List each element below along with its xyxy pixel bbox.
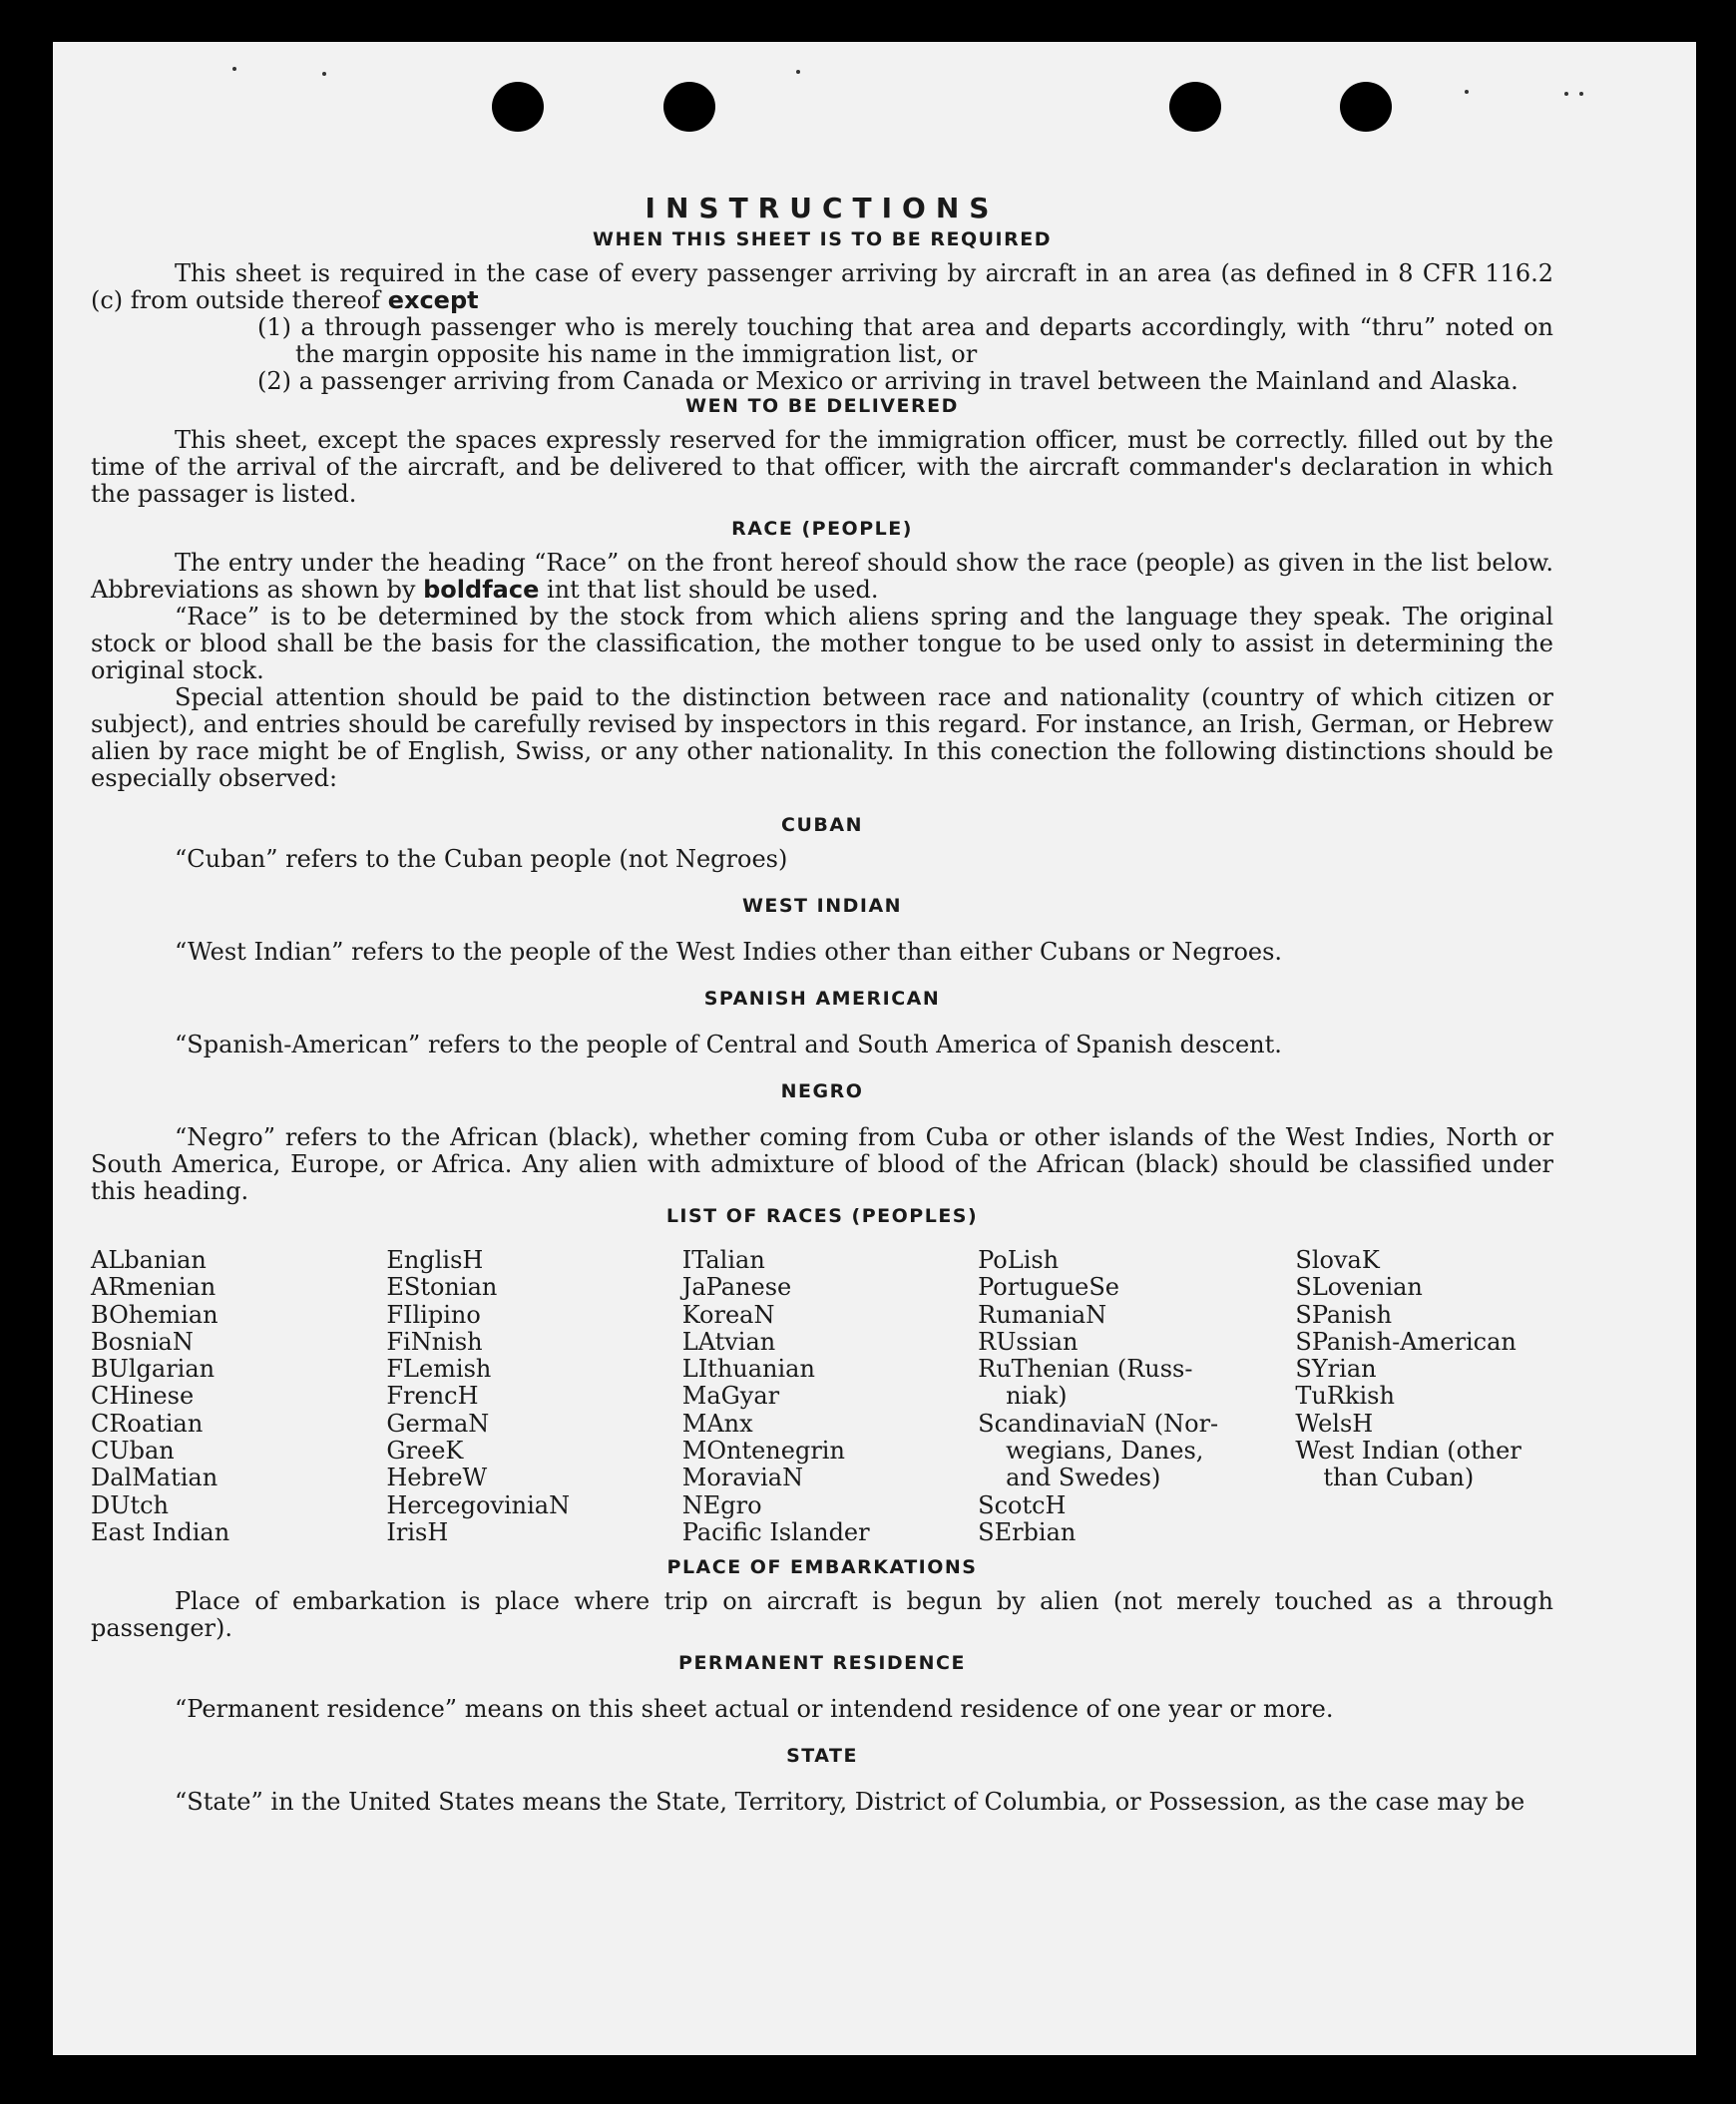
race-item: KoreaN [681, 1300, 775, 1329]
race-item: ScandinaviaN (Nor- [978, 1409, 1219, 1438]
embarkation-text: Place of embarkation is place where trip on aircraft is begun by alien (not merely touched as a through passenger). [91, 1587, 1553, 1643]
race-item: FiNnish [386, 1327, 483, 1356]
speck [1465, 90, 1469, 94]
races-column-5 [1295, 1247, 1553, 1546]
race-text-a: The entry under the heading “Race” on the front hereof should show the race (people) as given in the list below. Abbreviations as shown by [91, 549, 1553, 604]
race-item: SErbian [978, 1517, 1077, 1546]
race-item: SlovaK [1295, 1246, 1380, 1274]
race-item: MAnx [681, 1409, 753, 1438]
race-item: GermaN [386, 1409, 490, 1438]
races-column-3 [682, 1247, 978, 1546]
race-item: BOhemian [91, 1300, 218, 1329]
state-text: “State” in the United States means the State, Territory, District of Columbia, or Possession, as the case may be [175, 1788, 1525, 1817]
race-item: ALbanian [91, 1246, 207, 1274]
race-item: NEgro [681, 1490, 762, 1519]
race-item: CUban [91, 1437, 175, 1466]
race-item: BUlgarian [91, 1355, 216, 1384]
required-except: except [387, 286, 479, 314]
race-item-continuation: wegians, Danes, [1006, 1437, 1204, 1466]
heading-delivered: WEN TO BE DELIVERED [685, 395, 959, 417]
race-paragraph-2: “Race” is to be determined by the stock from which aliens spring and the language they speak. The original stock or blood shall be the basis for the classification, the mother tongue to be used only to assist in determining the original stock. [91, 603, 1553, 684]
race-item: FIlipino [386, 1300, 481, 1329]
race-item: DalMatian [91, 1464, 218, 1492]
speck [232, 67, 236, 71]
race-item: SYrian [1295, 1355, 1377, 1384]
race-item: RumaniaN [978, 1300, 1107, 1329]
race-item: RuThenian (Russ- [978, 1355, 1193, 1384]
heading-cuban: CUBAN [781, 814, 863, 836]
delivered-text: This sheet, except the spaces expressly reserved for the immigration officer, must be correctly. filled out by the time of the arrival of the aircraft, and be delivered to that officer, with the aircraft commander's declaration in which the passager is listed. [91, 426, 1553, 508]
cuban-text: “Cuban” refers to the Cuban people (not Negroes) [175, 845, 788, 873]
heading-state: STATE [786, 1745, 858, 1768]
required-paragraph [91, 260, 1553, 314]
race-item: East Indian [91, 1517, 230, 1546]
race-item: DUtch [91, 1490, 170, 1519]
heading-west-indian: WEST INDIAN [741, 895, 903, 917]
race-item: EnglisH [386, 1246, 484, 1274]
punch-hole [663, 82, 715, 132]
punch-hole [1340, 82, 1392, 132]
race-item: LAtvian [681, 1327, 776, 1356]
speck [1564, 92, 1568, 96]
race-paragraph-3: Special attention should be paid to the distinction between race and nationality (country of which citizen or subject), and entries should be carefully revised by inspectors in this regard. For instance, an Irish, German, or Hebrew alien by race might be of English, Swiss, or any other nationality. In this conection the following distinctions should be especially observed: [91, 683, 1553, 792]
race-item: SLovenian [1295, 1273, 1423, 1302]
race-item: MOntenegrin [681, 1437, 845, 1466]
race-item: WelsH [1295, 1409, 1374, 1438]
race-item: SPanish [1295, 1300, 1393, 1329]
permanent-residence-text: “Permanent residence” means on this sheet actual or intendend residence of one year or more. [175, 1695, 1334, 1724]
race-item: GreeK [386, 1437, 464, 1466]
exceptions-list [91, 314, 1553, 395]
document-sheet [53, 42, 1696, 2055]
race-item: LIthuanian [681, 1355, 815, 1384]
heading-spanish-american: SPANISH AMERICAN [703, 988, 941, 1010]
punch-hole [1169, 82, 1221, 132]
race-paragraph-1 [91, 550, 1553, 604]
race-item: ITalian [681, 1246, 765, 1274]
speck [1579, 92, 1583, 96]
race-item: MoraviaN [681, 1464, 804, 1492]
races-list [91, 1247, 1553, 1546]
race-item: ScotcH [978, 1490, 1067, 1519]
race-item: EStonian [386, 1273, 498, 1302]
race-item: Pacific Islander [681, 1517, 870, 1546]
spanish-american-text: “Spanish-American” refers to the people of Central and South America of Spanish descent. [175, 1031, 1282, 1058]
speck [796, 70, 800, 74]
race-item-continuation: than Cuban) [1323, 1464, 1475, 1492]
race-item: West Indian (other [1295, 1437, 1521, 1466]
race-item-continuation: niak) [1006, 1382, 1068, 1411]
race-item: IrisH [386, 1517, 449, 1546]
race-item: PortugueSe [978, 1273, 1119, 1302]
instructions-content [91, 192, 1553, 1816]
race-item: ARmenian [91, 1273, 217, 1302]
race-item: BosniaN [91, 1327, 194, 1356]
heading-race: RACE (PEOPLE) [731, 518, 913, 540]
required-text: This sheet is required in the case of every passenger arriving by aircraft in an area (as defined in 8 CFR 116.2 (c) from outside thereof [91, 259, 1553, 314]
speck [322, 72, 326, 76]
heading-embarkation: PLACE OF EMBARKATIONS [666, 1556, 978, 1579]
heading-permanent-residence: PERMANENT RESIDENCE [678, 1652, 966, 1675]
race-item: MaGyar [681, 1382, 780, 1411]
race-item: RUssian [978, 1327, 1079, 1356]
race-item: FLemish [386, 1355, 492, 1384]
race-item: CHinese [91, 1382, 195, 1411]
west-indian-text: “West Indian” refers to the people of the West Indies other than either Cubans or Negroes. [175, 938, 1283, 966]
page-title: INSTRUCTIONS [645, 192, 1000, 224]
race-item: CRoatian [91, 1409, 204, 1438]
race-item: HercegoviniaN [386, 1490, 571, 1519]
race-item: FrencH [386, 1382, 479, 1411]
heading-list-of-races: LIST OF RACES (PEOPLES) [665, 1205, 979, 1227]
races-column-2 [386, 1247, 681, 1546]
race-item: JaPanese [681, 1273, 792, 1302]
exception-item: (1) a through passenger who is merely touching that area and departs accordingly, with “thru” noted on the margin opposite his name in the immigration list, or [257, 313, 1553, 368]
heading-negro: NEGRO [780, 1080, 864, 1102]
negro-text: “Negro” refers to the African (black), whether coming from Cuba or other islands of the West Indies, North or South America, Europe, or Africa. Any alien with admixture of blood of the African (black) should be classified under this heading. [91, 1123, 1553, 1205]
races-column-4 [978, 1247, 1295, 1546]
race-text-bold: boldface [423, 576, 540, 604]
race-item: TuRkish [1295, 1382, 1395, 1411]
race-item: SPanish-American [1295, 1327, 1517, 1356]
punch-hole [492, 82, 544, 132]
race-item: PoLish [978, 1246, 1060, 1274]
exception-item: (2) a passenger arriving from Canada or Mexico or arriving in travel between the Mainland and Alaska. [257, 367, 1519, 395]
race-text-b: int that list should be used. [546, 576, 879, 604]
race-item: HebreW [386, 1464, 488, 1492]
heading-required: WHEN THIS SHEET IS TO BE REQUIRED [592, 228, 1052, 250]
races-column-1 [91, 1247, 386, 1546]
race-item-continuation: and Swedes) [1006, 1464, 1161, 1492]
